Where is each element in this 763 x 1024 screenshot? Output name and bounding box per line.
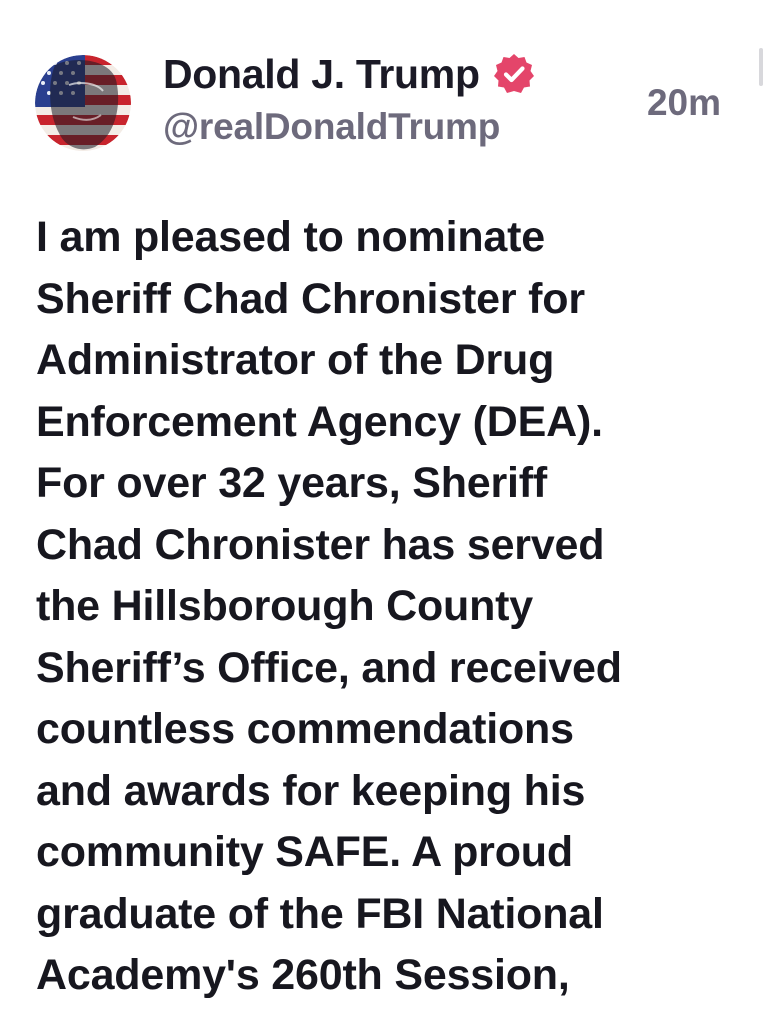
author-name-row	[163, 48, 536, 100]
post-body-line: I am pleased to nominate	[36, 213, 545, 261]
post-header	[163, 48, 536, 148]
post-body-line: graduate of the FBI National	[36, 889, 604, 938]
post-body-line: countless commendations	[36, 705, 574, 753]
post-body-line: community SAFE. A proud	[36, 828, 573, 876]
post-body-line: For over 32 years, Sheriff	[36, 459, 548, 507]
post-body-line: Chad Chronister has served	[36, 520, 605, 569]
author-handle[interactable]: @realDonaldTrump	[163, 106, 501, 147]
profile-photo-flag-icon	[35, 55, 131, 151]
author-display-name[interactable]: Donald J. Trump	[163, 50, 480, 97]
post-body-line: Sheriff’s Office, and received	[36, 643, 622, 692]
post-body-line: Academy's 260th Session,	[36, 951, 570, 999]
edge-divider	[759, 48, 763, 86]
post-body-line: the Hillsborough County	[36, 582, 534, 630]
post-body-line: Enforcement Agency (DEA).	[36, 397, 603, 446]
post-body-line: Administrator of the Drug	[36, 336, 555, 384]
post-body	[36, 207, 746, 1007]
author-avatar[interactable]	[35, 55, 131, 151]
post-timestamp[interactable]: 20m	[646, 82, 721, 123]
post-body-line: Sheriff Chad Chronister for	[36, 274, 585, 323]
post-body-line: and awards for keeping his	[36, 766, 586, 815]
verified-badge-icon	[492, 52, 536, 96]
